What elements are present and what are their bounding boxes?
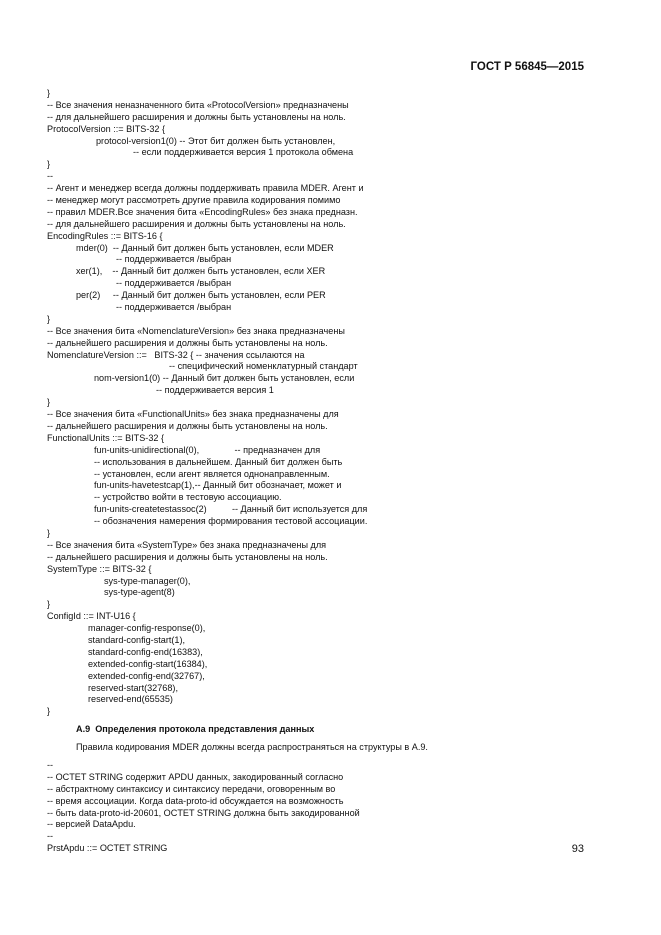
- listing-line: -- если поддерживается версия 1 протокола обмена: [133, 147, 354, 158]
- listing-line: EncodingRules ::= BITS-16 {: [47, 230, 163, 241]
- document-header: ГОСТ Р 56845—2015: [470, 61, 584, 73]
- listing-line: -- устройство войти в тестовую ассоциацию.: [94, 492, 282, 503]
- page-number: 93: [571, 843, 584, 855]
- listing-line: fun-units-havetestcap(1),-- Данный бит обозначает, может и: [94, 480, 342, 491]
- listing-line: -- Агент и менеджер всегда должны поддерживать правила MDER. Агент и: [47, 183, 364, 194]
- asn1-listing: [47, 88, 607, 855]
- listing-line: -- дальнейшего расширения и должны быть установлены на ноль.: [47, 337, 328, 348]
- listing-line: -- для дальнейшего расширения и должны быть установлены на ноль.: [47, 218, 346, 229]
- listing-line: fun-units-createtestassoc(2) -- Данный бит используется для: [94, 504, 368, 515]
- listing-line: protocol-version1(0) -- Этот бит должен быть установлен,: [96, 135, 336, 146]
- section-heading: A.9 Определения протокола представления данных: [76, 724, 315, 735]
- listing-line: extended-config-end(32767),: [88, 670, 205, 681]
- listing-line: -- абстрактному синтаксису и синтаксису передачи, оговоренным во: [47, 783, 336, 794]
- listing-line: ProtocolVersion ::= BITS-32 {: [47, 123, 166, 134]
- listing-line: -- Все значения бита «FunctionalUnits» без знака предназначены для: [47, 409, 339, 420]
- listing-line: -- Все значения бита «SystemType» без знака предназначены для: [47, 539, 327, 550]
- listing-line: -- обозначения намерения формирования тестовой ассоциации.: [94, 516, 368, 527]
- listing-line: -- OCTET STRING содержит APDU данных, закодированный согласно: [47, 771, 344, 782]
- listing-line: reserved-start(32768),: [88, 682, 178, 693]
- listing-line: manager-config-response(0),: [88, 623, 206, 634]
- listing-line: }: [47, 159, 51, 170]
- listing-line: }: [47, 313, 51, 324]
- listing-line: nom-version1(0) -- Данный бит должен быть установлен, если: [94, 373, 355, 384]
- listing-line: sys-type-agent(8): [104, 587, 175, 598]
- listing-line: -- менеджер могут рассмотреть другие правила кодирования помимо: [47, 195, 341, 206]
- listing-line: -- поддерживается /выбран: [116, 302, 232, 313]
- listing-line: mder(0) -- Данный бит должен быть установлен, если MDER: [76, 242, 334, 253]
- listing-line: --: [47, 171, 54, 182]
- listing-line: sys-type-manager(0),: [104, 575, 191, 586]
- listing-line: standard-config-end(16383),: [88, 646, 203, 657]
- listing-line: }: [47, 88, 51, 98]
- listing-line: -- поддерживается /выбран: [116, 254, 232, 265]
- listing-line: -- поддерживается /выбран: [116, 278, 232, 289]
- listing-line: NomenclatureVersion ::= BITS-32 { -- значения ссылаются на: [47, 349, 305, 360]
- listing-line: }: [47, 706, 51, 717]
- listing-line: standard-config-start(1),: [88, 634, 186, 645]
- listing-line: -- дальнейшего расширения и должны быть установлены на ноль.: [47, 420, 328, 431]
- listing-line: -- использования в дальнейшем. Данный бит должен быть: [94, 456, 343, 467]
- listing-line: xer(1), -- Данный бит должен быть установлен, если XER: [76, 266, 326, 277]
- listing-line: fun-units-unidirectional(0), -- предназначен для: [94, 444, 321, 455]
- listing-line: -- установлен, если агент является однонаправленным.: [94, 468, 330, 479]
- listing-line: }: [47, 599, 51, 610]
- listing-line: -- специфический номенклатурный стандарт: [169, 361, 358, 372]
- listing-line: -- Все значения неназначенного бита «ProtocolVersion» предназначены: [47, 99, 349, 110]
- listing-line: Правила кодирования MDER должны всегда распространяться на структуры в А.9.: [76, 742, 428, 753]
- listing-line: --: [47, 831, 54, 842]
- listing-line: SystemType ::= BITS-32 {: [47, 563, 152, 574]
- listing-line: -- Все значения бита «NomenclatureVersion» без знака предназначены: [47, 325, 345, 336]
- listing-line: ConfigId ::= INT-U16 {: [47, 611, 136, 622]
- listing-line: per(2) -- Данный бит должен быть установлен, если PER: [76, 290, 326, 301]
- listing-line: -- для дальнейшего расширения и должны быть установлены на ноль.: [47, 111, 346, 122]
- listing-line: PrstApdu ::= OCTET STRING: [47, 843, 168, 854]
- listing-line: FunctionalUnits ::= BITS-32 {: [47, 432, 165, 443]
- listing-line: -- версией DataApdu.: [47, 819, 136, 830]
- listing-line: -- поддерживается версия 1: [156, 385, 274, 396]
- listing-line: reserved-end(65535): [88, 694, 173, 705]
- listing-line: --: [47, 759, 54, 770]
- listing-line: -- правил MDER.Все значения бита «EncodingRules» без знака предназн.: [47, 206, 358, 217]
- listing-line: -- дальнейшего расширения и должны быть установлены на ноль.: [47, 551, 328, 562]
- listing-line: }: [47, 397, 51, 408]
- listing-line: -- время ассоциации. Когда data-proto-id обсуждается на возможность: [47, 795, 344, 806]
- listing-line: extended-config-start(16384),: [88, 658, 208, 669]
- listing-line: }: [47, 527, 51, 538]
- listing-line: -- быть data-proto-id-20601, OCTET STRING должна быть закодированной: [47, 807, 360, 818]
